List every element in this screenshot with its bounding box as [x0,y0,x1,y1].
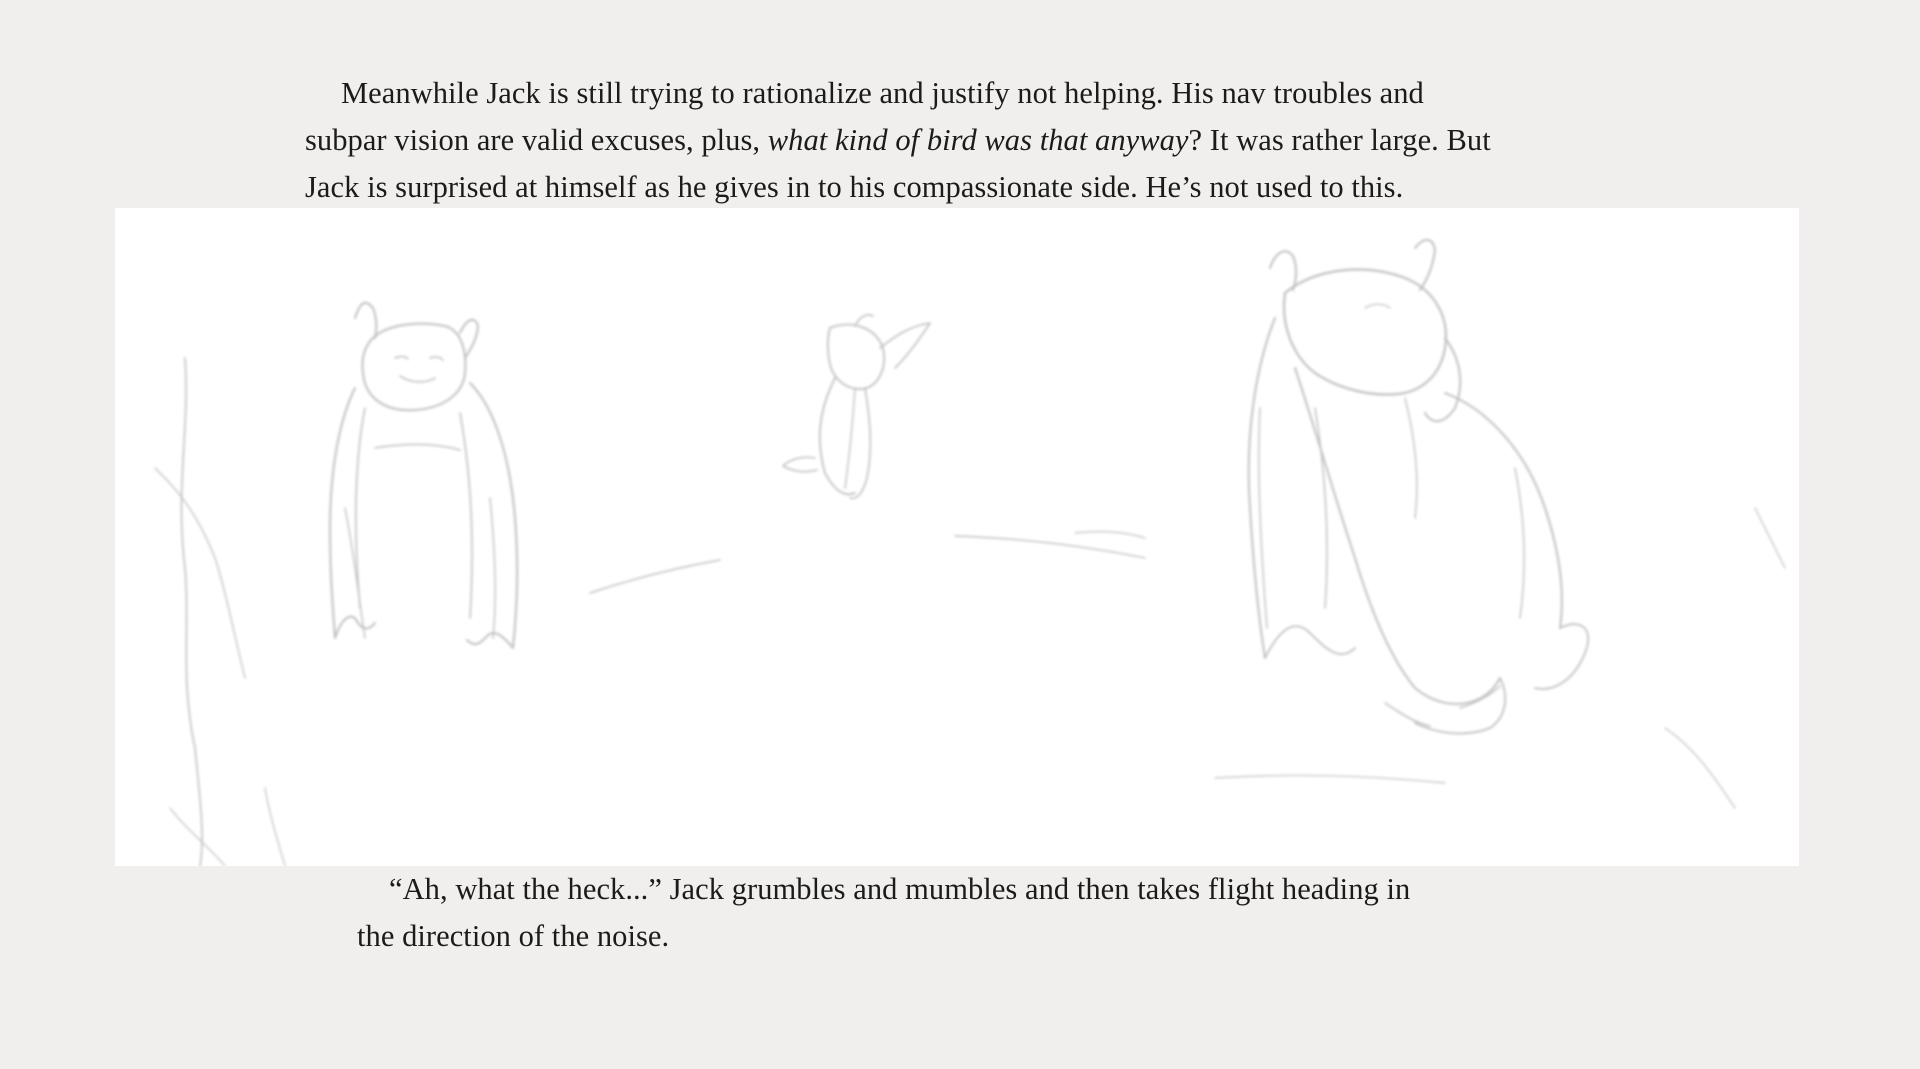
paragraph-1-line-2-start: subpar vision are valid excuses, plus, [305,123,768,157]
right-bat-sketch [1249,240,1588,734]
sketch-illustration [115,208,1799,866]
paragraph-1-line-2 [305,117,1605,164]
paragraph-1-line-2-end: ? It was rather large. But [1188,123,1491,157]
bat-sketch-drawing [115,208,1799,866]
story-paragraph-2 [357,866,1557,960]
paragraph-2-line-2: the direction of the noise. [357,919,670,953]
background-tree-sketch [155,358,285,866]
story-paragraph-1 [305,70,1605,211]
ground-lines-sketch [590,508,1785,808]
middle-bat-sketch [783,315,930,498]
paragraph-2-line-1: “Ah, what the heck...” Jack grumbles and mumbles and then takes flight heading in [389,872,1411,906]
paragraph-1-line-3: Jack is surprised at himself as he gives in to his compassionate side. He’s not used to this. [305,170,1404,204]
paragraph-1-line-1: Meanwhile Jack is still trying to rationalize and justify not helping. His nav troubles and [341,76,1424,110]
paragraph-1-italic-phrase: what kind of bird was that anyway [767,123,1189,157]
left-bat-sketch [330,303,517,648]
